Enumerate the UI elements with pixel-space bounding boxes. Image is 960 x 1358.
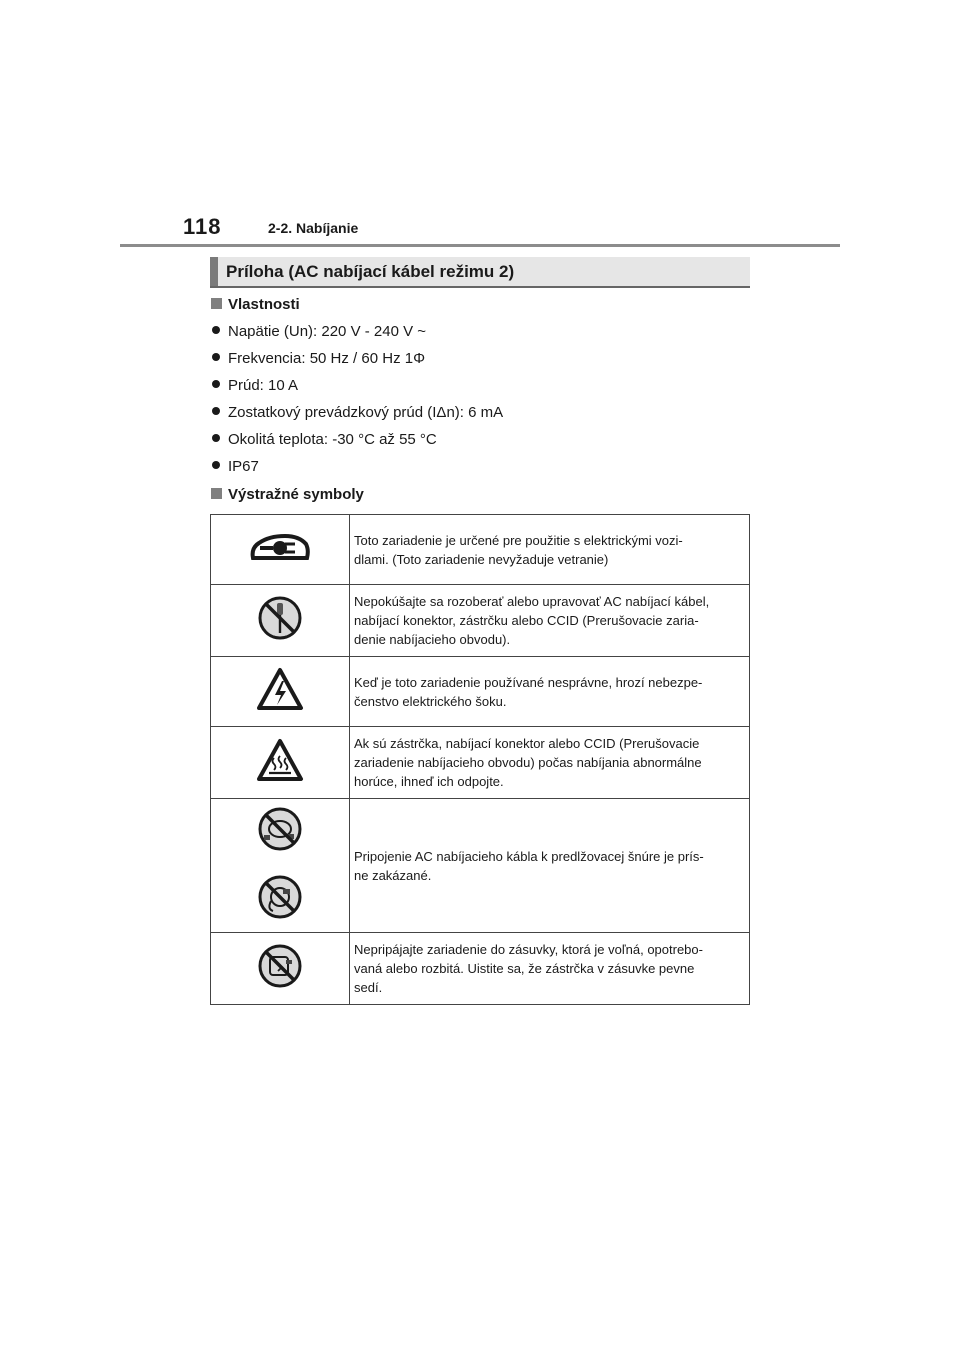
warning-text: Nepripájajte zariadenie do zásuvky, ktorá je voľná, opotrebo- vaná alebo rozbitá. Uistite sa, že zástrčka v zásuvke pevne sedí. <box>350 933 750 1005</box>
property-item: Prúd: 10 A <box>212 377 298 394</box>
property-item: Napätie (Un): 220 V - 240 V ~ <box>212 323 426 340</box>
properties-heading-text: Vlastnosti <box>228 296 300 313</box>
warning-symbols-table <box>210 514 750 1005</box>
property-item: IP67 <box>212 458 259 475</box>
bullet-dot-icon <box>212 434 220 442</box>
warning-text: Pripojenie AC nabíjacieho kábla k predlžovacej šnúre je prís- ne zakázané. <box>350 799 750 933</box>
warnings-heading-text: Výstražné symboly <box>228 486 364 503</box>
header-divider <box>120 244 840 247</box>
bullet-dot-icon <box>212 353 220 361</box>
no-damaged-outlet-icon <box>256 942 304 990</box>
table-row <box>211 657 750 727</box>
no-disassembly-icon <box>256 594 304 642</box>
warning-text: Nepokúšajte sa rozoberať alebo upravovať AC nabíjací kábel, nabíjací konektor, zástrčku alebo CCID (Prerušovacie zaria- denie nabíjacieho obvodu). <box>350 585 750 657</box>
icon-cell <box>211 727 350 799</box>
table-row <box>211 727 750 799</box>
square-bullet-icon <box>211 488 222 499</box>
section-label: 2-2. Nabíjanie <box>268 220 359 236</box>
warnings-heading <box>211 486 364 503</box>
page-number: 118 <box>183 214 222 239</box>
square-bullet-icon <box>211 298 222 309</box>
electric-vehicle-icon <box>249 530 311 564</box>
table-row <box>211 799 750 933</box>
table-row <box>211 585 750 657</box>
warning-text: Toto zariadenie je určené pre použitie s elektrickými vozi- dlami. (Toto zariadenie nevyžaduje vetranie) <box>350 515 750 585</box>
high-voltage-warning-icon <box>256 667 304 711</box>
property-item: Frekvencia: 50 Hz / 60 Hz 1Φ <box>212 350 425 367</box>
icon-cell <box>211 799 350 933</box>
bullet-dot-icon <box>212 380 220 388</box>
section-title-box <box>210 257 750 288</box>
bullet-dot-icon <box>212 326 220 334</box>
icon-cell <box>211 515 350 585</box>
property-item: Okolitá teplota: -30 °C až 55 °C <box>212 431 437 448</box>
title-accent-bar <box>210 257 218 286</box>
section-title: Príloha (AC nabíjací kábel režimu 2) <box>226 262 515 281</box>
properties-heading <box>211 296 300 313</box>
property-item: Zostatkový prevádzkový prúd (IΔn): 6 mA <box>212 404 503 421</box>
icon-cell <box>211 933 350 1005</box>
bullet-dot-icon <box>212 461 220 469</box>
icon-cell <box>211 585 350 657</box>
table-row <box>211 933 750 1005</box>
warning-text: Ak sú zástrčka, nabíjací konektor alebo CCID (Prerušovacie zariadenie nabíjacieho obvodu) počas nabíjania abnormálne horúce, ihneď ich odpojte. <box>350 727 750 799</box>
icon-cell <box>211 657 350 727</box>
bullet-dot-icon <box>212 407 220 415</box>
no-extension-cord-icon <box>255 805 305 921</box>
hot-surface-warning-icon <box>256 738 304 782</box>
table-row <box>211 515 750 585</box>
warning-text: Keď je toto zariadenie používané nesprávne, hrozí nebezpe- čenstvo elektrického šoku. <box>350 657 750 727</box>
